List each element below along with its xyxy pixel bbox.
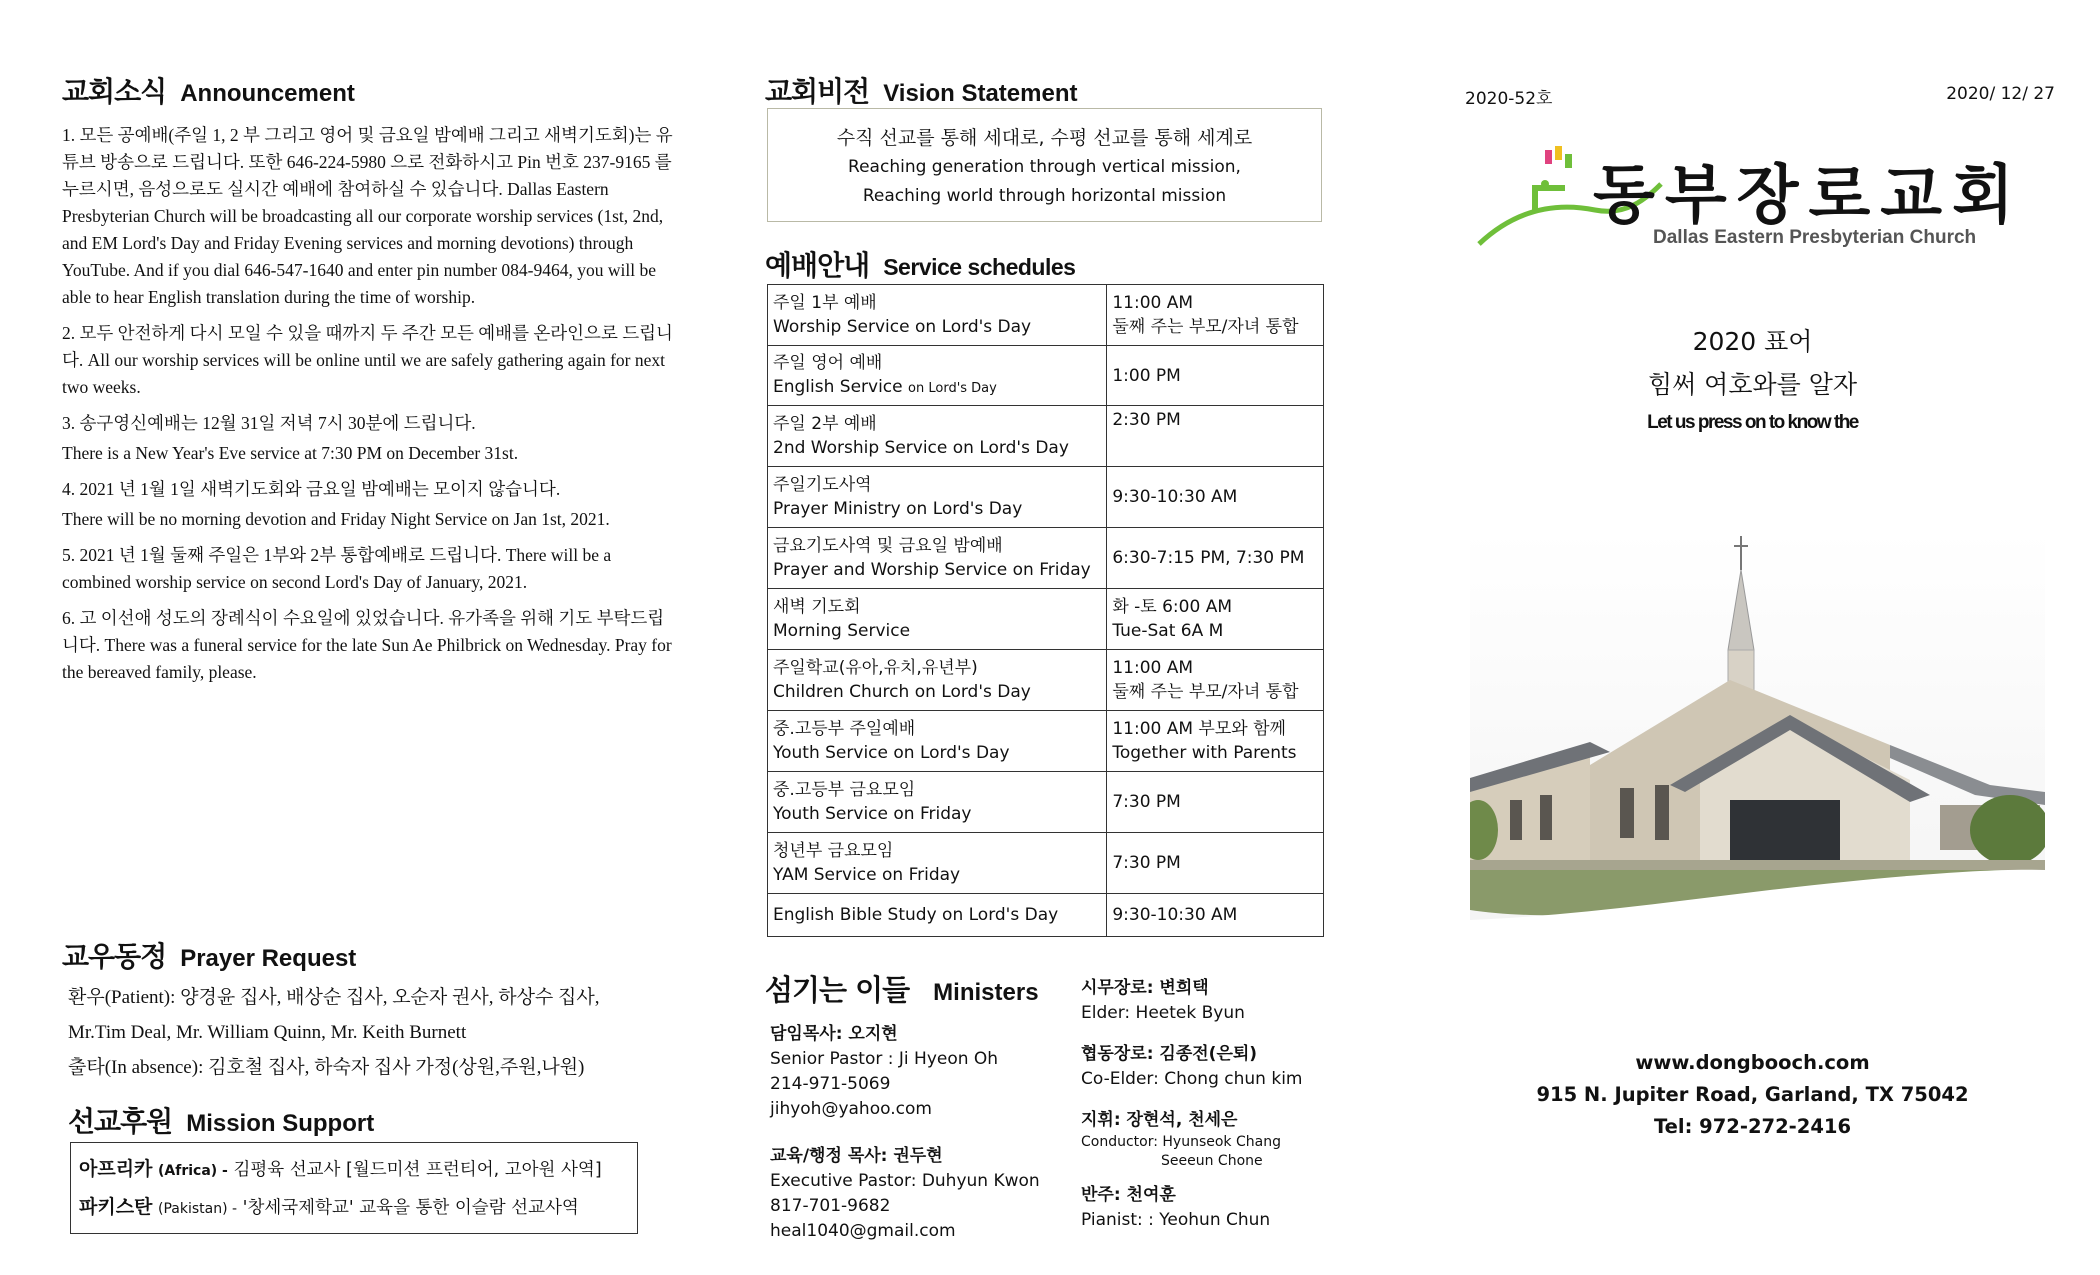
service-name-en: English Bible Study on Lord's Day [773, 905, 1059, 925]
schedule-service-cell [768, 650, 1107, 711]
schedule-row [768, 406, 1324, 467]
ministers-heading [765, 968, 1039, 1009]
minister-role: 협동장로: 김종전(은퇴) [1081, 1044, 1258, 1064]
service-name-ko: 금요기도사역 및 금요일 밤예배 [773, 536, 1003, 556]
mission-country: 파키스탄 [79, 1196, 153, 1218]
announcement-item: 5. 2021 년 1월 둘째 주일은 1부와 2부 통합예배로 드립니다. There will be a combined worship service on second Lord's Day of January, 2021. [62, 545, 612, 592]
mission-row [79, 1151, 629, 1189]
schedule-row [768, 772, 1324, 833]
service-name-en: Children Church on Lord's Day [773, 682, 1031, 702]
schedule-row [768, 833, 1324, 894]
service-name-ko: 중.고등부 주일예배 [773, 719, 916, 739]
minister-role: 담임목사: 오지현 [770, 1024, 898, 1044]
schedule-time-cell [1107, 406, 1324, 467]
service-name-ko: 주일 1부 예배 [773, 293, 877, 313]
church-name-ko: 동부장로교회 [1593, 159, 2024, 233]
schedule-heading [765, 244, 1075, 284]
mission-country-en: (Pakistan) - [158, 1201, 238, 1217]
service-name-ko: 새벽 기도회 [773, 597, 861, 617]
minister-role: 시무장로: 변희택 [1081, 978, 1209, 998]
service-name-en: Morning Service [773, 621, 911, 641]
schedule-row [768, 528, 1324, 589]
schedule-service-cell [768, 833, 1107, 894]
mission-desc: '창세국제학교' 교육을 통한 이슬람 선교사역 [242, 1198, 579, 1218]
service-name-en: English Service [773, 376, 903, 397]
ministers-right [1081, 976, 1341, 1233]
service-name-en: YAM Service on Friday [773, 865, 961, 885]
schedule-row [768, 346, 1324, 406]
schedule-row [768, 589, 1324, 650]
vision-line-ko: 수직 선교를 통해 세대로, 수평 선교를 통해 세계로 [836, 127, 1253, 149]
minister-role: 교육/행정 목사: 권두현 [770, 1146, 943, 1166]
church-building-photo [1470, 530, 2045, 920]
service-name-en: Youth Service on Lord's Day [773, 743, 1010, 763]
motto-block [1465, 322, 2040, 438]
service-name-ko: 주일 2부 예배 [773, 414, 877, 434]
schedule-row [768, 711, 1324, 772]
service-time-note: 둘째 주는 부모/자녀 통합 [1112, 682, 1299, 702]
schedule-row [768, 894, 1324, 937]
vision-title-ko: 교회비전 [765, 75, 870, 108]
service-name-en: Prayer and Worship Service on Friday [773, 560, 1091, 580]
service-time-note: 둘째 주는 부모/자녀 통합 [1112, 317, 1299, 337]
service-name-ko: 중.고등부 금요모임 [773, 780, 916, 800]
schedule-table [767, 284, 1324, 937]
mission-country-en: (Africa) - [158, 1163, 228, 1179]
service-name-en: Worship Service on Lord's Day [773, 317, 1032, 337]
service-name-en: 2nd Worship Service on Lord's Day [773, 438, 1069, 458]
service-time: 11:00 AM 부모와 함께 [1112, 719, 1286, 739]
schedule-time-cell [1107, 589, 1324, 650]
schedule-service-cell [768, 528, 1107, 589]
minister-detail: Senior Pastor : Ji Hyeon Oh [770, 1049, 999, 1069]
service-time: 9:30-10:30 AM [1112, 905, 1238, 925]
service-time: 7:30 PM [1112, 853, 1181, 873]
prayer-line: 출타(In absence): 김호철 집사, 하숙자 집사 가정(상원,주원,나원) [68, 1057, 585, 1078]
service-time: 11:00 AM [1112, 293, 1194, 313]
motto-title: 2020 표어 [1692, 327, 1813, 356]
announcement-item: 2. 모두 안전하게 다시 모일 수 있을 때까지 두 주간 모든 예배를 온라인으로 드립니다. All our worship services will be online until we are safely gathering again for next two weeks. [62, 323, 673, 397]
minister-detail: Pianist: : Yeohun Chun [1081, 1210, 1271, 1230]
vision-line-en: Reaching world through horizontal mission [862, 186, 1227, 206]
schedule-time-cell [1107, 833, 1324, 894]
mission-title-ko: 선교후원 [68, 1105, 173, 1138]
minister-detail: Elder: Heetek Byun [1081, 1003, 1245, 1023]
schedule-service-cell [768, 467, 1107, 528]
minister-email[interactable]: jihyoh@yahoo.com [770, 1099, 932, 1119]
service-time: 1:00 PM [1112, 365, 1181, 386]
schedule-service-cell [768, 894, 1107, 937]
announcement-item: There will be no morning devotion and Friday Night Service on Jan 1st, 2021. [62, 509, 610, 529]
minister-detail: Seeeun Chone [1161, 1153, 1263, 1169]
minister-phone: 817-701-9682 [770, 1196, 891, 1216]
announcement-heading [62, 70, 355, 110]
prayer-heading [62, 935, 356, 975]
website-link[interactable]: www.dongbooch.com [1635, 1051, 1870, 1074]
minister-phone: 214-971-5069 [770, 1074, 891, 1094]
announcement-title-ko: 교회소식 [62, 75, 167, 108]
mission-desc: 김평육 선교사 [월드미션 프런티어, 고아원 사역] [233, 1160, 602, 1180]
announcement-item: 6. 고 이선애 성도의 장례식이 수요일에 있었습니다. 유가족을 위해 기도 부탁드립니다. There was a funeral service for the late Sun Ae Philbrick on Wednesday. Pray for the bereaved family, please. [62, 608, 672, 682]
schedule-title-en: Service schedules [883, 254, 1076, 280]
contact-block [1465, 1047, 2040, 1143]
vision-line-en: Reaching generation through vertical mission, [848, 157, 1241, 177]
schedule-time-cell [1107, 528, 1324, 589]
service-name-ko: 주일기도사역 [773, 475, 872, 495]
announcement-item: 4. 2021 년 1월 1일 새벽기도회와 금요일 밤예배는 모이지 않습니다. [62, 479, 561, 499]
mission-row [79, 1189, 629, 1227]
minister-detail: Executive Pastor: Duhyun Kwon [770, 1171, 1040, 1191]
vision-box [767, 108, 1322, 222]
service-time: 6:30-7:15 PM, 7:30 PM [1112, 548, 1305, 568]
service-name-en: Prayer Ministry on Lord's Day [773, 499, 1023, 519]
prayer-title-en: Prayer Request [180, 945, 357, 972]
announcement-item: 1. 모든 공예배(주일 1, 2 부 그리고 영어 및 금요일 밤예배 그리고 새벽기도회)는 유튜브 방송으로 드립니다. 또한 646-224-5980 으로 전화하시고 Pin 번호 237-9165 를 누르시면, 음성으로도 실시간 예배에 참여하실 수 있습니다. Dallas Eastern Presbyterian Church will be broadcasting all our corporate worship services (1st, 2nd, and EM Lord's Day and Friday Evening services and morning devotions) through YouTube. And if you dial 646-547-1640 and enter pin number 084-9464, you will be able to hear English translation during the time of worship. [62, 125, 673, 307]
minister-email[interactable]: heal1040@gmail.com [770, 1221, 956, 1241]
prayer-line: 환우(Patient): 양경윤 집사, 배상순 집사, 오순자 권사, 하상수 집사, [68, 987, 600, 1008]
schedule-time-cell [1107, 711, 1324, 772]
service-name-en-small: on Lord's Day [908, 380, 997, 396]
service-time: 7:30 PM [1112, 792, 1181, 812]
motto-english: Let us press on to know the [1647, 412, 1858, 433]
service-time: 화 -토 6:00 AM [1112, 597, 1232, 617]
service-time-note: Together with Parents [1112, 743, 1297, 763]
mission-country: 아프리카 [79, 1158, 153, 1180]
mission-box [70, 1142, 638, 1234]
service-time: 9:30-10:30 AM [1112, 487, 1238, 507]
service-time: 2:30 PM [1112, 410, 1181, 430]
vision-title-en: Vision Statement [883, 80, 1078, 107]
issue-date: 2020/ 12/ 27 [1946, 84, 2055, 104]
motto-korean: 힘써 여호와를 알자 [1647, 370, 1858, 399]
schedule-service-cell [768, 711, 1107, 772]
schedule-service-cell [768, 406, 1107, 467]
announcement-item: There is a New Year's Eve service at 7:30 PM on December 31st. [62, 443, 519, 463]
church-address: 915 N. Jupiter Road, Garland, TX 75042 [1536, 1083, 1969, 1106]
service-time: 11:00 AM [1112, 658, 1194, 678]
prayer-title-ko: 교우동정 [62, 940, 167, 973]
minister-detail: Co-Elder: Chong chun kim [1081, 1069, 1303, 1089]
schedule-row [768, 285, 1324, 346]
schedule-time-cell [1107, 772, 1324, 833]
schedule-time-cell [1107, 467, 1324, 528]
ministers-left [770, 1022, 1070, 1244]
announcement-title-en: Announcement [180, 80, 355, 107]
prayer-line: Mr.Tim Deal, Mr. William Quinn, Mr. Keith Burnett [68, 1022, 467, 1043]
church-name-en: Dallas Eastern Presbyterian Church [1653, 227, 1977, 248]
schedule-row [768, 650, 1324, 711]
service-time-note: Tue-Sat 6A M [1112, 621, 1224, 641]
schedule-service-cell [768, 589, 1107, 650]
service-name-ko: 청년부 금요모임 [773, 841, 894, 861]
service-name-ko: 주일 영어 예배 [773, 352, 883, 373]
minister-role: 지휘: 장현석, 천세은 [1081, 1110, 1238, 1130]
ministers-title-ko: 섬기는 이들 [765, 973, 910, 1007]
ministers-title-en: Ministers [933, 979, 1039, 1006]
schedule-time-cell [1107, 285, 1324, 346]
service-name-en: Youth Service on Friday [773, 804, 972, 824]
schedule-row [768, 467, 1324, 528]
announcement-body [62, 122, 677, 695]
issue-number: 2020-52호 [1465, 89, 1553, 109]
minister-detail: Conductor: Hyunseok Chang [1081, 1134, 1281, 1150]
service-name-ko: 주일학교(유아,유치,유년부) [773, 658, 978, 678]
minister-role: 반주: 천여훈 [1081, 1185, 1176, 1205]
church-phone: Tel: 972-272-2416 [1653, 1115, 1852, 1138]
schedule-service-cell [768, 772, 1107, 833]
mission-heading [68, 1100, 374, 1140]
schedule-time-cell [1107, 894, 1324, 937]
church-logo [1475, 140, 2035, 260]
schedule-service-cell [768, 285, 1107, 346]
schedule-title-ko: 예배안내 [765, 249, 870, 282]
schedule-service-cell [768, 346, 1107, 406]
announcement-item: 3. 송구영신예배는 12월 31일 저녁 7시 30분에 드립니다. [62, 413, 476, 433]
schedule-time-cell [1107, 346, 1324, 406]
mission-title-en: Mission Support [186, 1110, 375, 1137]
prayer-list [68, 980, 688, 1085]
schedule-time-cell [1107, 650, 1324, 711]
vision-heading [765, 70, 1077, 110]
